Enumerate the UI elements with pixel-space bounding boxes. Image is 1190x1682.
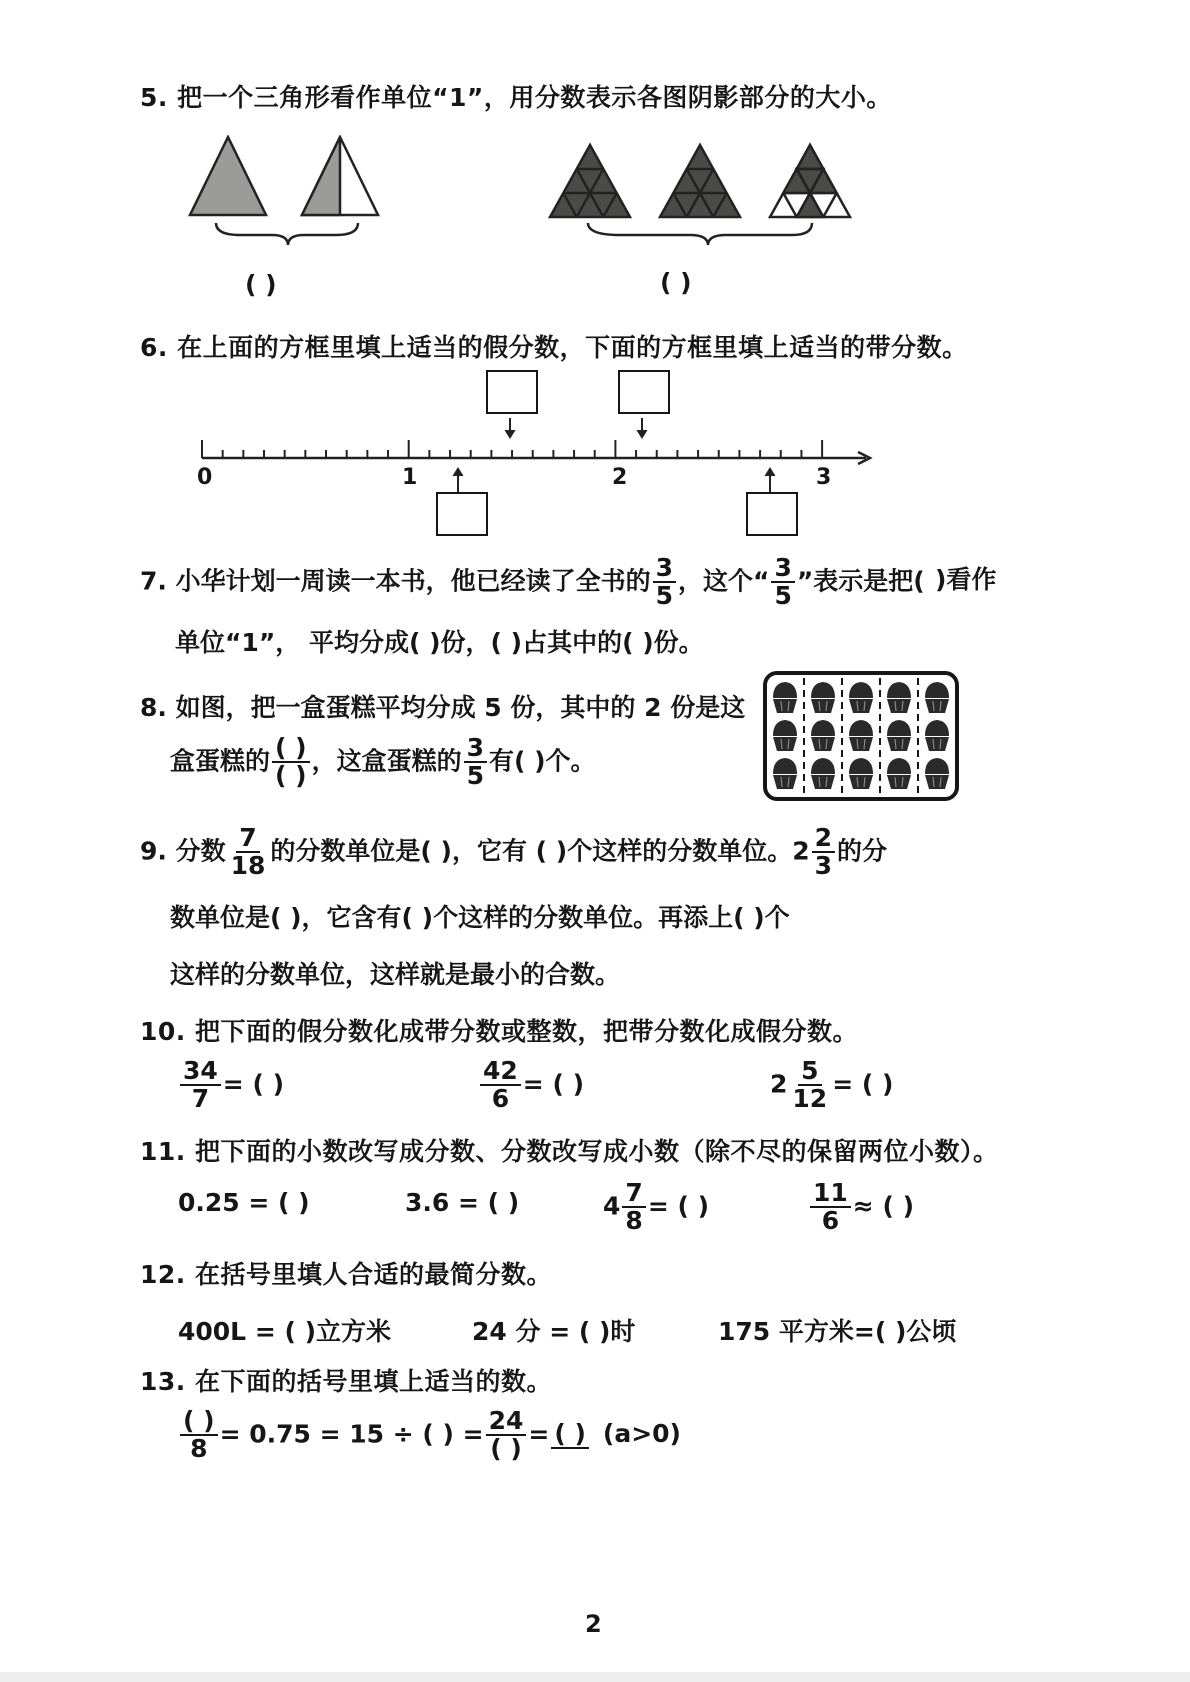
triangle-grid-1: [550, 145, 630, 217]
q9-line2: 数单位是( )，它含有( )个这样的分数单位。再添上( )个: [170, 903, 790, 932]
q7-line1: [140, 555, 925, 610]
fraction-blank[interactable]: ( ): [551, 1421, 589, 1449]
cupcake-icon: [887, 758, 911, 789]
answer-box-lower-2[interactable]: [746, 492, 798, 536]
q10-item-2: $\frac{42}{6}$ = ( ): [478, 1058, 584, 1113]
page-bottom-band: [0, 1672, 1190, 1682]
q8-line1: 8. 如图，把一盒蛋糕平均分成 5 份，其中的 2 份是这: [140, 693, 746, 722]
triangle-grid-2: [660, 145, 740, 217]
fraction: $\frac{3}{5}$: [653, 555, 676, 610]
q5-blank-left[interactable]: ( ): [245, 270, 277, 299]
tick-label-0: 0: [197, 465, 213, 490]
number-line: [190, 410, 880, 496]
q11-item-4: $\frac{11}{6}$ ≈ ( ): [808, 1180, 914, 1235]
cupcake-icon: [925, 720, 949, 751]
answer-box-lower-1[interactable]: [436, 492, 488, 536]
q11-text: 11. 把下面的小数改写成分数、分数改写成小数（除不尽的保留两位小数）。: [140, 1137, 999, 1166]
cupcake-icon: [849, 758, 873, 789]
q7-text-b: ，这个“: [678, 566, 770, 596]
q12-item-1: 400L = ( )立方米: [178, 1317, 392, 1346]
q10-text: 10. 把下面的假分数化成带分数或整数，把带分数化成假分数。: [140, 1017, 858, 1046]
cupcake-icon: [925, 758, 949, 789]
fraction: $\frac{2}{3}$: [812, 825, 835, 880]
cupcake-icon: [887, 720, 911, 751]
cupcake-icon: [849, 720, 873, 751]
triangle-full-shaded: [190, 137, 266, 215]
brace-left: [216, 223, 358, 245]
q7-line2: 单位“1”， 平均分成( )份，( )占其中的( )份。: [175, 628, 704, 657]
cake-box: [762, 670, 962, 804]
q9-line1: 9. 分数 $\frac{7}{18}$ 的分数单位是( )，它有 ( )个这样的分数单位。2 $\frac{2}{3}$ 的分: [140, 823, 888, 881]
tick-label-2: 2: [612, 465, 628, 490]
tick-label-3: 3: [816, 465, 832, 490]
page-number: 2: [585, 1610, 602, 1638]
q8-line2: 盒蛋糕的 $\frac{( )}{( )}$ ，这盒蛋糕的 $\frac{3}{5}$ 有( )个。: [170, 733, 596, 791]
q13-equation: $\frac{( )}{8}$ = 0.75 = 15 ÷ ( ) = $\frac{24}{( )}$ = ( ) (a>0): [178, 1408, 681, 1463]
q13-text: 13. 在下面的括号里填上适当的数。: [140, 1367, 552, 1396]
q5-blank-right[interactable]: ( ): [660, 268, 692, 297]
q7-text-c: ”表示是把(: [796, 566, 925, 596]
tick-label-1: 1: [402, 465, 418, 490]
q12-item-2: 24 分 = ( )时: [472, 1317, 636, 1346]
fraction-blank[interactable]: $\frac{( )}{8}$: [180, 1408, 218, 1463]
cupcake-icon: [811, 758, 835, 789]
fraction-blank[interactable]: $\frac{( )}{( )}$: [272, 735, 310, 790]
q10-item-3: 2 $\frac{5}{12}$ = ( ): [770, 1056, 894, 1114]
q12-item-3: 175 平方米=( )公顷: [718, 1317, 957, 1346]
fraction: $\frac{7}{18}$: [230, 823, 266, 881]
fraction-blank[interactable]: $\frac{24}{( )}$: [486, 1408, 527, 1463]
q7-text-d: )看作: [935, 565, 997, 594]
q9-line3: 这样的分数单位，这样就是最小的合数。: [170, 960, 621, 989]
q7-text-a: 7. 小华计划一周读一本书，他已经读了全书的: [140, 566, 651, 596]
cupcake-icon: [773, 682, 797, 713]
q10-item-1: $\frac{34}{7}$ = ( ): [178, 1058, 284, 1113]
cupcake-icon: [773, 720, 797, 751]
cupcake-icon: [925, 682, 949, 713]
q5-figures: [180, 135, 1060, 255]
q12-text: 12. 在括号里填人合适的最简分数。: [140, 1260, 552, 1289]
q11-item-2: 3.6 = ( ): [405, 1188, 520, 1217]
cupcake-icon: [811, 682, 835, 713]
cupcake-icon: [849, 682, 873, 713]
cupcake-icon: [773, 758, 797, 789]
q11-item-1: 0.25 = ( ): [178, 1188, 310, 1217]
q11-item-3: 4 $\frac{7}{8}$ = ( ): [603, 1178, 710, 1236]
triangle-grid-3: [770, 145, 850, 217]
brace-right: [588, 223, 812, 245]
cupcake-icon: [811, 720, 835, 751]
answer-box-upper-1[interactable]: [486, 370, 538, 414]
cupcake-icon: [887, 682, 911, 713]
q5-text: 5. 把一个三角形看作单位“1”，用分数表示各图阴影部分的大小。: [140, 83, 892, 112]
q6-text: 6. 在上面的方框里填上适当的假分数，下面的方框里填上适当的带分数。: [140, 333, 968, 362]
fraction: $\frac{3}{5}$: [464, 735, 487, 790]
fraction: $\frac{3}{5}$: [771, 555, 794, 610]
answer-box-upper-2[interactable]: [618, 370, 670, 414]
